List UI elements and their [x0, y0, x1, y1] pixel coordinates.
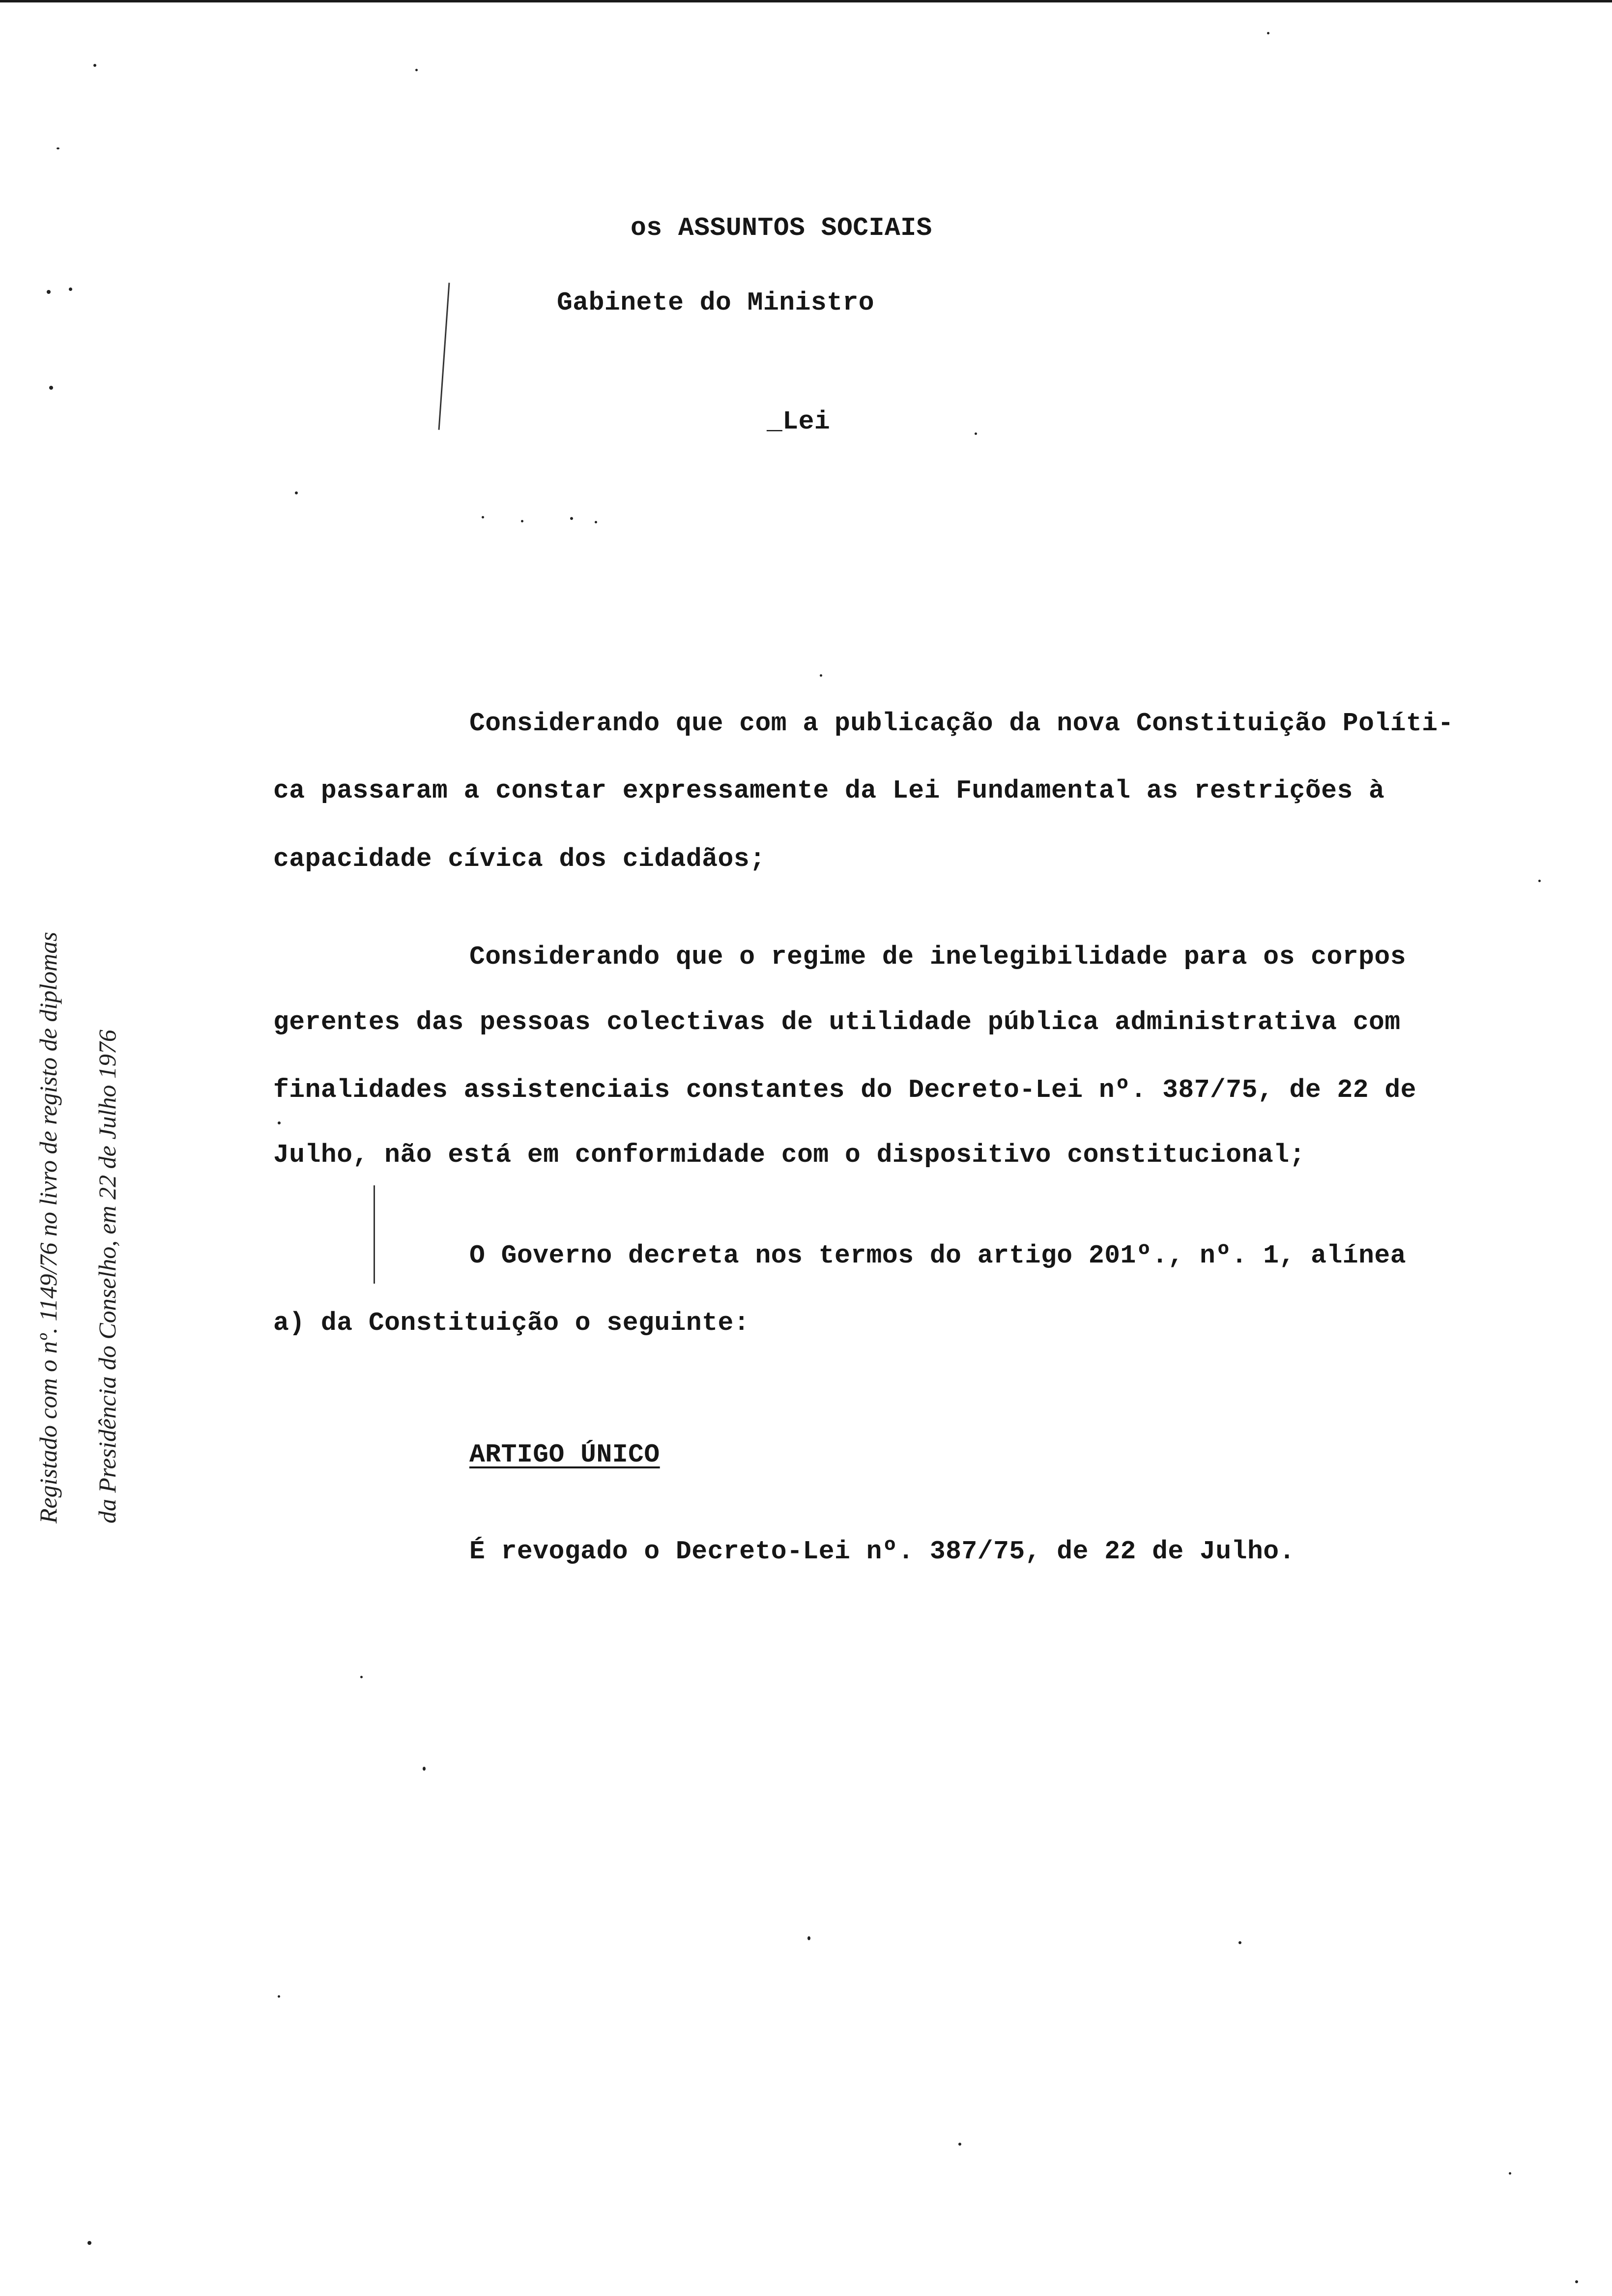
annotation-line-2: da Presidência do Conselho, em 22 de Julho 1976: [93, 1030, 121, 1523]
paragraph-2-line-2: gerentes das pessoas colectivas de utilidade pública administrativa com: [273, 1007, 1401, 1037]
speck: [1267, 32, 1269, 34]
speck: [1575, 2280, 1578, 2283]
speck: [423, 1767, 426, 1771]
speck: [1538, 880, 1541, 882]
registration-annotation: [10, 688, 187, 1573]
speck: [958, 2143, 961, 2146]
document-type: _Lei: [767, 407, 831, 436]
speck: [415, 69, 418, 71]
annotation-line-1: Registado com o nº. 1149/76 no livro de registo de diplomas: [34, 932, 62, 1523]
speck: [57, 147, 59, 149]
registration-stamp-svg: [10, 688, 187, 1573]
speck: [49, 386, 53, 390]
speck: [278, 1995, 280, 1998]
article-text: É revogado o Decreto-Lei nº. 387/75, de 22 de Julho.: [469, 1537, 1295, 1566]
paragraph-3-line-1: O Governo decreta nos termos do artigo 201º., nº. 1, alínea: [469, 1241, 1407, 1270]
speck: [521, 520, 523, 522]
speck: [570, 517, 573, 520]
paragraph-1-line-1: Considerando que com a publicação da nova Constituição Políti-: [469, 709, 1454, 738]
ministry-title: os ASSUNTOS SOCIAIS: [631, 213, 932, 243]
speck: [1509, 2172, 1511, 2175]
paragraph-2-line-3: finalidades assistenciais constantes do Decreto-Lei nº. 387/75, de 22 de: [273, 1075, 1416, 1105]
speck: [975, 432, 977, 435]
speck: [807, 1936, 810, 1940]
paragraph-2-line-1: Considerando que o regime de inelegibilidade para os corpos: [469, 942, 1407, 972]
speck: [482, 516, 484, 518]
pencil-mark: [438, 283, 450, 430]
speck: [295, 491, 298, 494]
speck: [820, 674, 822, 677]
paragraph-1-line-3: capacidade cívica dos cidadãos;: [273, 844, 766, 874]
speck: [87, 2241, 91, 2245]
top-edge-rule: [0, 0, 1612, 2]
speck: [93, 64, 96, 67]
article-heading: ARTIGO ÚNICO: [469, 1440, 660, 1469]
speck: [47, 290, 51, 294]
paragraph-2-line-4: Julho, não está em conformidade com o dispositivo constitucional;: [273, 1140, 1305, 1170]
speck: [360, 1676, 363, 1678]
margin-bar-mark: [374, 1185, 375, 1284]
speck: [278, 1121, 281, 1124]
speck: [1238, 1941, 1241, 1944]
office-title: Gabinete do Ministro: [557, 288, 875, 317]
paragraph-1-line-2: ca passaram a constar expressamente da Lei Fundamental as restrições à: [273, 776, 1385, 805]
paragraph-3-line-2: a) da Constituição o seguinte:: [273, 1308, 750, 1338]
speck: [595, 521, 597, 523]
speck: [69, 287, 72, 291]
